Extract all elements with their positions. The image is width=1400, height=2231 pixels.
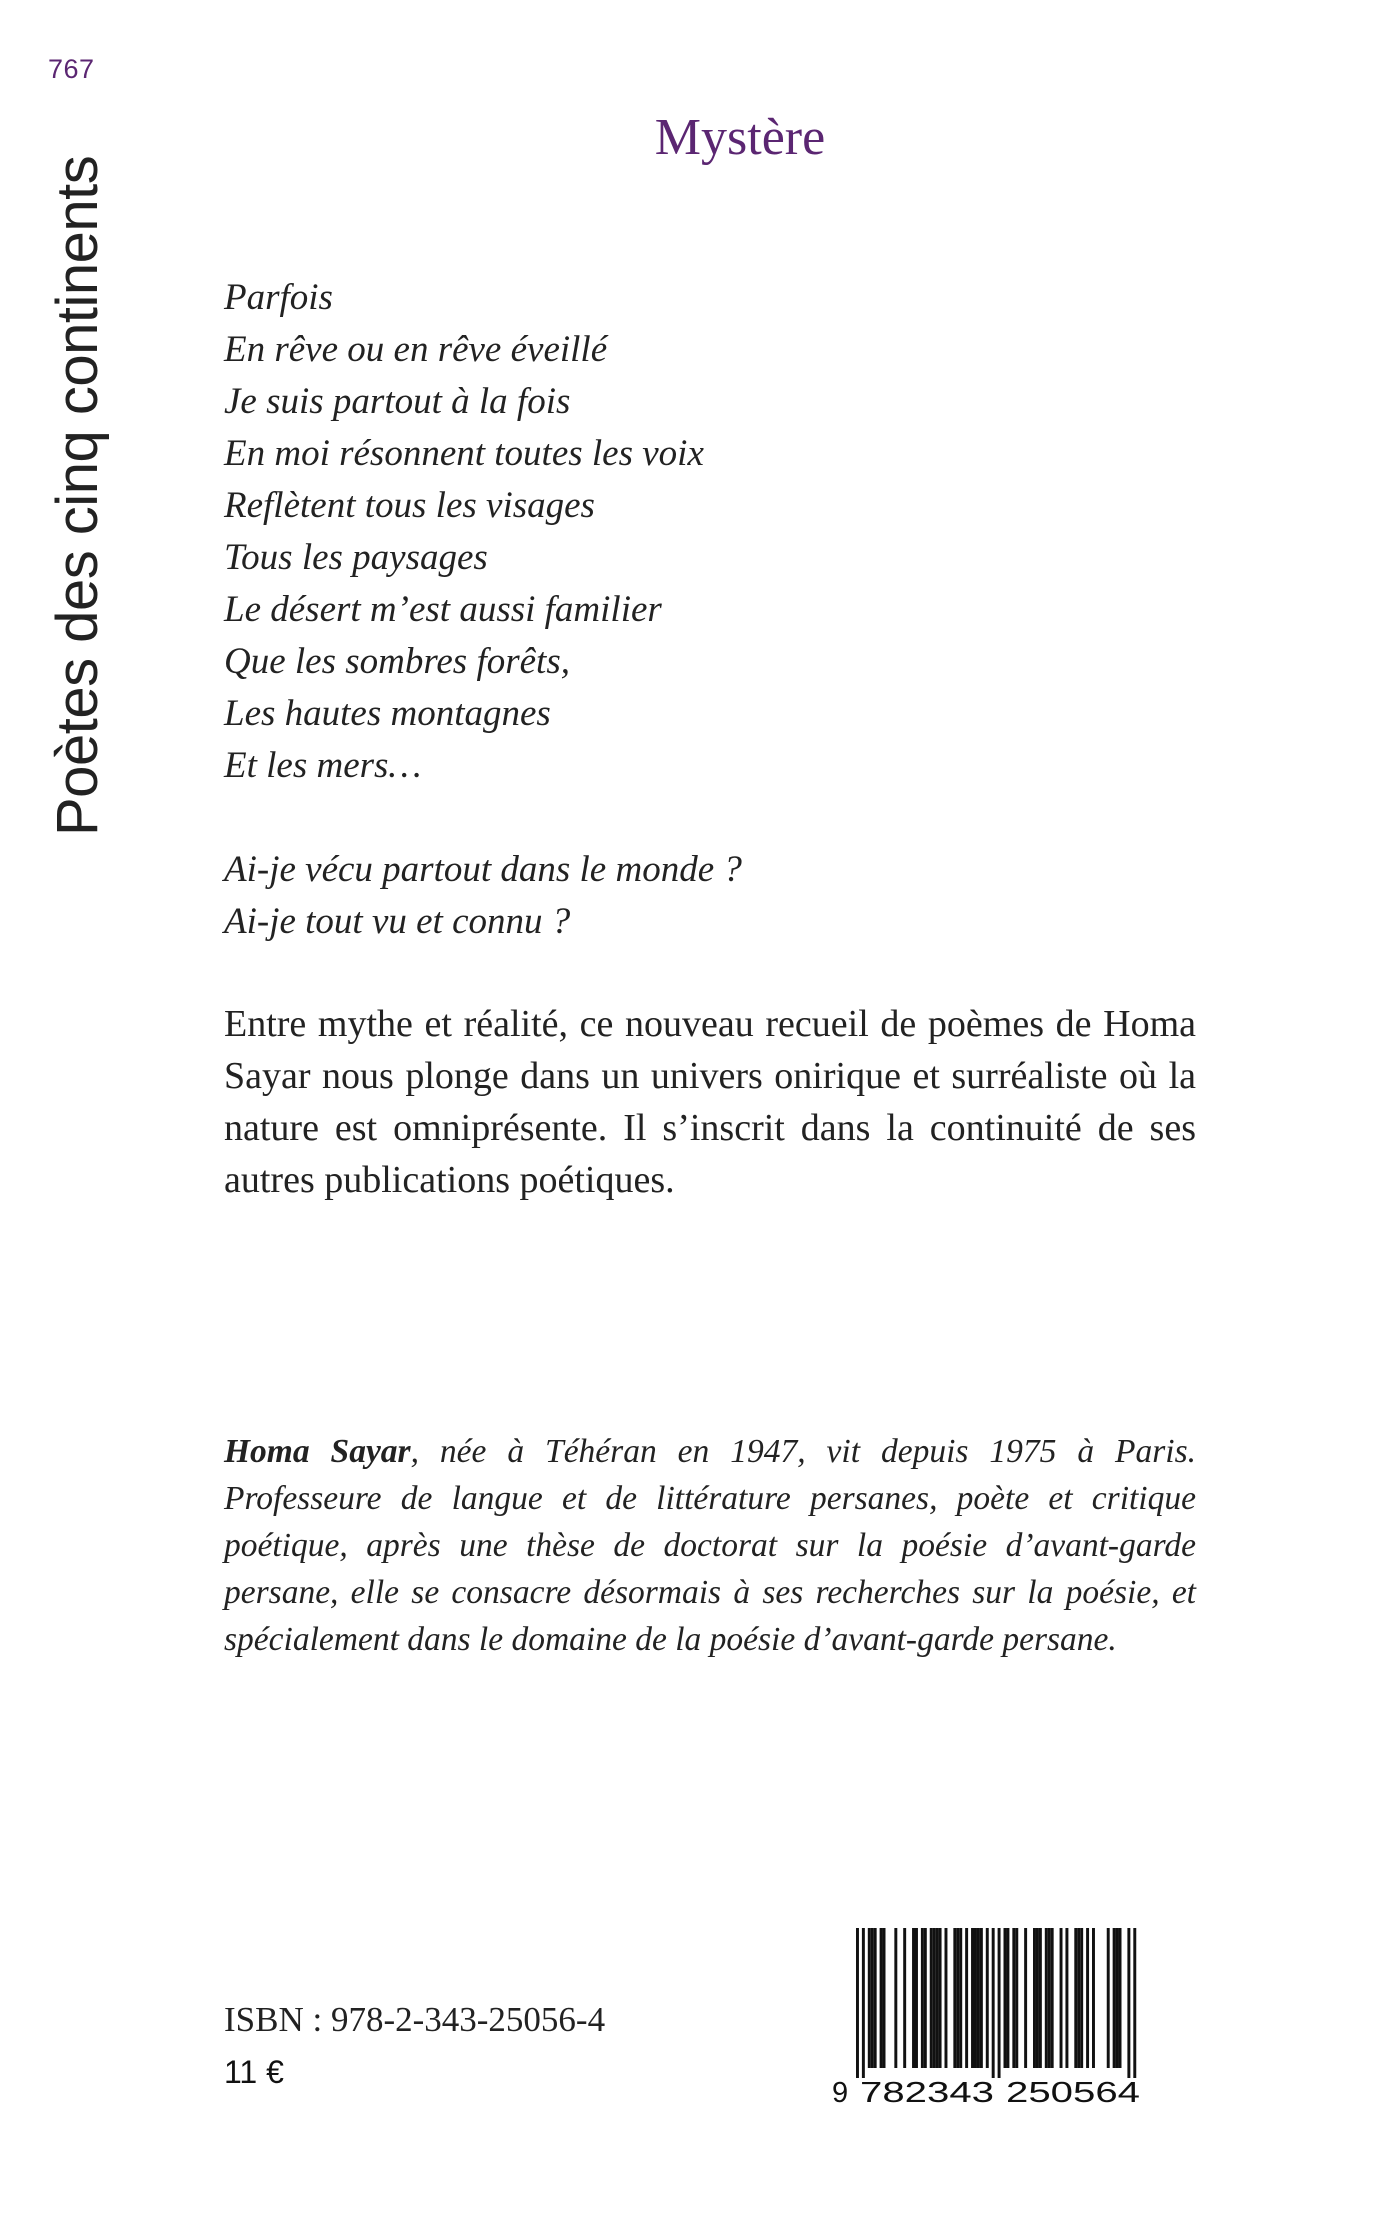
barcode-bar xyxy=(868,1928,871,2068)
barcode-bar xyxy=(1127,1928,1130,2078)
barcode-bar xyxy=(1107,1928,1110,2068)
barcode-bar xyxy=(959,1928,962,2068)
barcode-bar xyxy=(986,1928,989,2068)
barcode-digit-lead: 9 xyxy=(832,2077,849,2108)
barcode-bar xyxy=(953,1928,956,2068)
book-blurb: Entre mythe et réalité, ce nouveau recueil de poèmes de Homa Sayar nous plonge dans un univers onirique et surréaliste où la nature est omniprésente. Il s’inscrit dans la continuité de ses autres publications poétiques. xyxy=(224,1003,1196,1201)
poem-line: Le désert m’est aussi familier xyxy=(224,589,662,630)
poem-line: En rêve ou en rêve éveillé xyxy=(224,329,608,370)
poem-stanza xyxy=(224,272,1204,792)
barcode-bar xyxy=(956,1928,959,2068)
barcode-bar xyxy=(977,1928,980,2068)
barcode-bar xyxy=(903,1928,906,2068)
barcode-bar xyxy=(1006,1928,1009,2068)
price: 11 € xyxy=(224,2054,284,2090)
poem-line: Et les mers… xyxy=(224,745,422,786)
barcode-bars xyxy=(856,1928,1136,2078)
barcode-bar xyxy=(1060,1928,1063,2068)
barcode-bar xyxy=(921,1928,924,2068)
poem-line: En moi résonnent toutes les voix xyxy=(224,433,704,474)
poem-line: Parfois xyxy=(224,277,333,318)
barcode-bar xyxy=(980,1928,983,2068)
barcode-bar xyxy=(971,1928,974,2068)
barcode-bar xyxy=(1051,1928,1054,2068)
barcode-bar xyxy=(998,1928,1001,2078)
poem-line: Les hautes montagnes xyxy=(224,693,551,734)
poem-line: Je suis partout à la fois xyxy=(224,381,571,422)
barcode-bar xyxy=(912,1928,915,2068)
barcode-bar xyxy=(1024,1928,1027,2068)
barcode-bar xyxy=(1092,1928,1095,2068)
barcode-bar xyxy=(1045,1928,1048,2068)
barcode-bar xyxy=(883,1928,886,2068)
barcode-bar xyxy=(974,1928,977,2068)
poem-line: Tous les paysages xyxy=(224,537,488,578)
barcode xyxy=(830,1928,1160,2108)
barcode-bar xyxy=(939,1928,942,2068)
barcode-bar xyxy=(1012,1928,1015,2068)
barcode-digits-right: 250564 xyxy=(1006,2077,1140,2108)
barcode-bar xyxy=(1086,1928,1089,2068)
barcode-bar xyxy=(924,1928,927,2068)
barcode-bar xyxy=(1077,1928,1080,2068)
poem-line: Ai-je tout vu et connu ? xyxy=(224,901,571,942)
barcode-bar xyxy=(915,1928,918,2068)
barcode-digits-left: 782343 xyxy=(860,2077,994,2108)
barcode-bar xyxy=(894,1928,897,2068)
barcode-bar xyxy=(945,1928,948,2068)
barcode-bar xyxy=(871,1928,874,2068)
barcode-bar xyxy=(1113,1928,1116,2068)
isbn: ISBN : 978-2-343-25056-4 xyxy=(224,2000,606,2039)
barcode-bar xyxy=(1119,1928,1122,2068)
barcode-bar xyxy=(1039,1928,1042,2068)
poem-excerpt xyxy=(224,272,1204,1000)
poem-line: Que les sombres forêts, xyxy=(224,641,570,682)
series-number: 767 xyxy=(48,54,95,84)
barcode-bar xyxy=(1080,1928,1083,2068)
barcode-bar xyxy=(874,1928,877,2068)
author-name: Homa Sayar xyxy=(224,1433,411,1470)
barcode-bar xyxy=(1048,1928,1051,2068)
author-bio xyxy=(224,1428,1196,1663)
barcode-bar xyxy=(1074,1928,1077,2068)
barcode-bar xyxy=(1033,1928,1036,2068)
barcode-bar xyxy=(992,1928,995,2078)
barcode-bar xyxy=(965,1928,968,2068)
barcode-bar xyxy=(856,1928,859,2078)
barcode-bar xyxy=(1004,1928,1007,2068)
barcode-bar xyxy=(1065,1928,1068,2068)
poem-line: Ai-je vécu partout dans le monde ? xyxy=(224,849,742,890)
barcode-bar xyxy=(880,1928,883,2068)
barcode-bar xyxy=(1116,1928,1119,2068)
barcode-bar xyxy=(1015,1928,1018,2068)
series-title: Poètes des cinq continents xyxy=(45,155,110,836)
book-title: Mystère xyxy=(654,109,826,166)
barcode-bar xyxy=(1133,1928,1136,2078)
author-bio-text: , née à Téhéran en 1947, vit depuis 1975 à Paris. Professeure de langue et de littérature persanes, poète et critique poétique, après une thèse de doctorat sur la poésie d’avant-garde persane, elle se consacre désormais à ses recherches sur la poésie, et spécialement dans le domaine de la poésie d’avant-garde persane. xyxy=(224,1433,1196,1658)
barcode-bar xyxy=(930,1928,933,2068)
barcode-bar xyxy=(1036,1928,1039,2068)
poem-stanza xyxy=(224,844,1204,948)
barcode-bar xyxy=(862,1928,865,2078)
poem-line: Reflètent tous les visages xyxy=(224,485,595,526)
barcode-bar xyxy=(933,1928,936,2068)
barcode-bar xyxy=(936,1928,939,2068)
